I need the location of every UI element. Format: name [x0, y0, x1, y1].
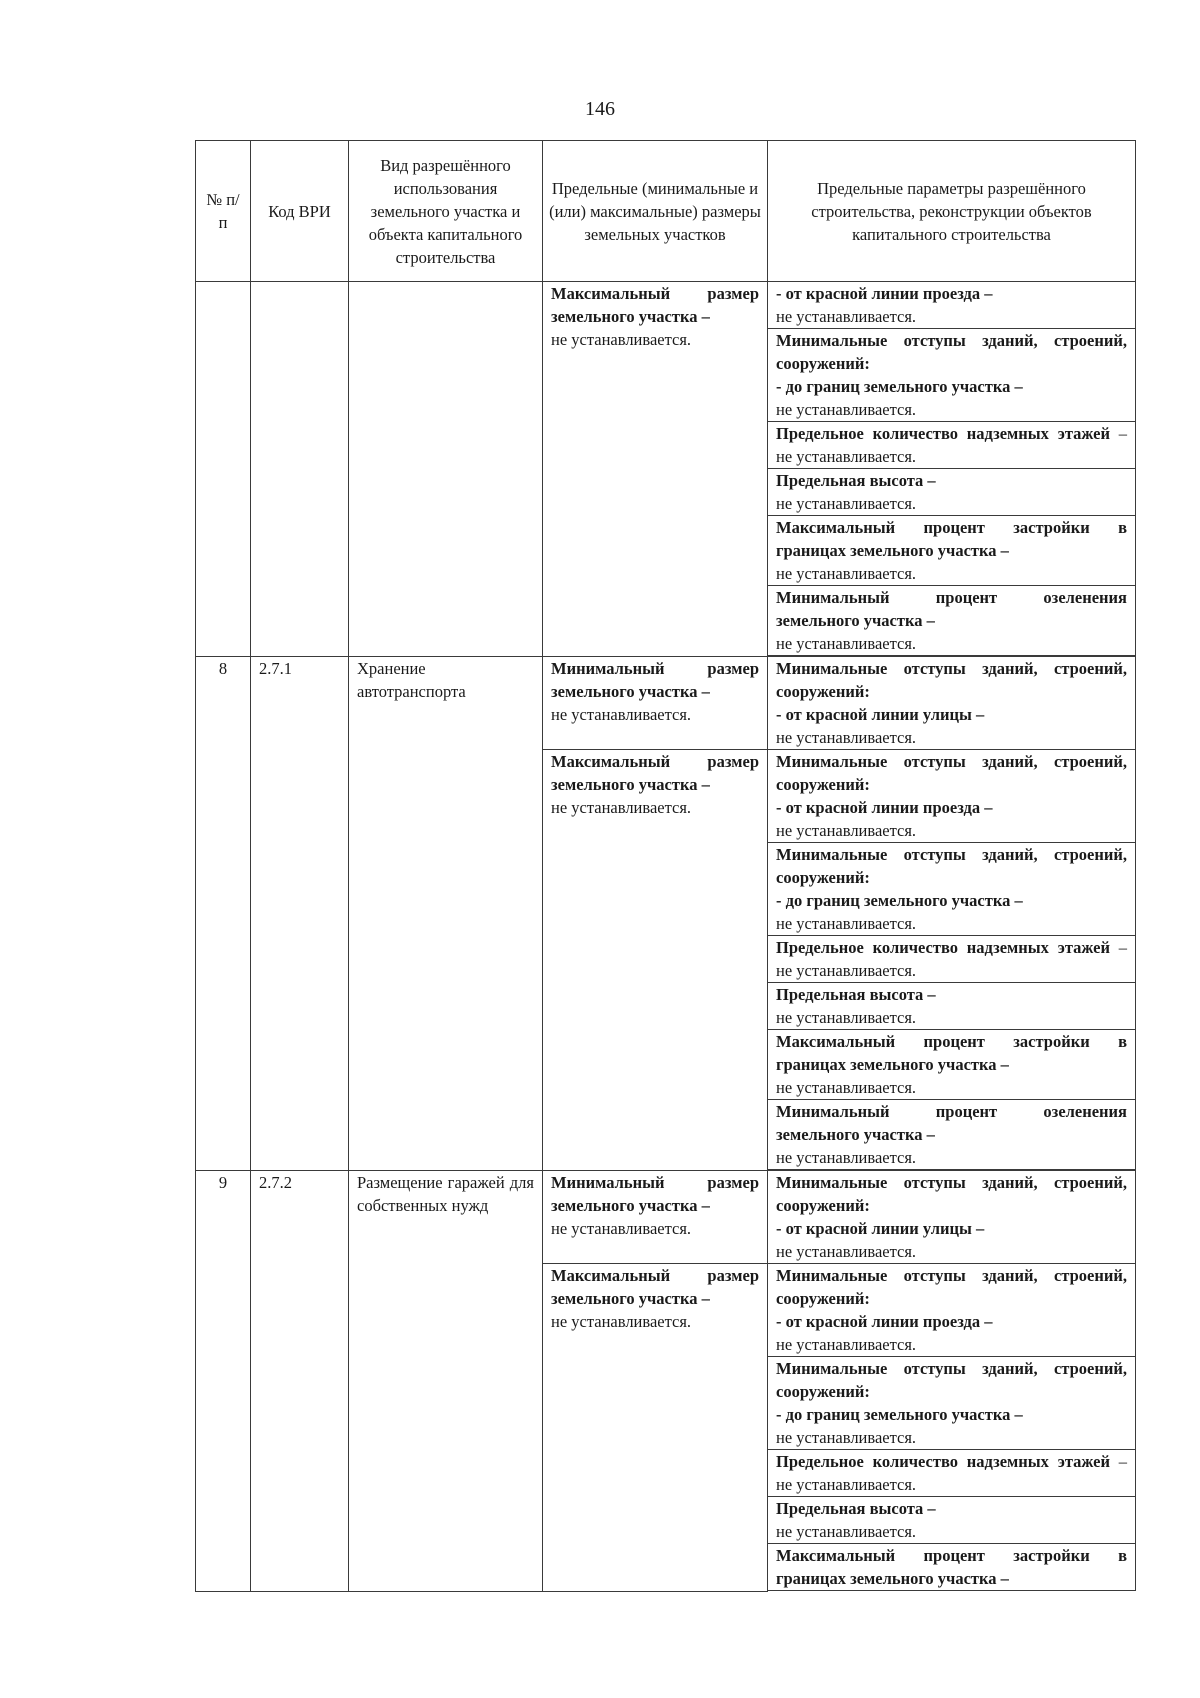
- regulations-table: [195, 140, 1136, 1592]
- param-from-passage: - от красной линии проезда – не устанавливается.: [768, 282, 1136, 329]
- max-size-cell: Максимальный размер земельного участка – не устанавливается.: [543, 1264, 768, 1592]
- param-indents-border: Минимальные отступы зданий, строений, сооружений: - до границ земельного участка – не устанавливается.: [768, 1357, 1136, 1450]
- param-height: Предельная высота – не устанавливается.: [768, 983, 1136, 1030]
- table-header-row: [196, 141, 1136, 282]
- row-vri-name: Размещение гаражей для собственных нужд: [349, 1171, 543, 1592]
- row-num: 8: [196, 657, 251, 1171]
- param-indents-passage: Минимальные отступы зданий, строений, сооружений: - от красной линии проезда – не устанавливается.: [768, 750, 1136, 843]
- param-height: Предельная высота – не устанавливается.: [768, 1497, 1136, 1544]
- param-greening: Минимальный процент озеленения земельного участка – не устанавливается.: [768, 1100, 1136, 1170]
- param-coverage: Максимальный процент застройки в границах земельного участка –: [768, 1544, 1136, 1591]
- page-number: 146: [585, 98, 615, 120]
- table-row: [196, 657, 1136, 750]
- header-vri: Вид разрешённого использования земельного участка и объекта капитального строительства: [349, 141, 543, 282]
- param-greening: Минимальный процент озеленения земельного участка – не устанавливается.: [768, 586, 1136, 656]
- row-code: 2.7.2: [251, 1171, 349, 1592]
- row-vri-name: Хранение автотранспорта: [349, 657, 543, 1171]
- param-coverage: Максимальный процент застройки в границах земельного участка – не устанавливается.: [768, 1030, 1136, 1100]
- row-num: [196, 282, 251, 657]
- param-indents-passage: Минимальные отступы зданий, строений, сооружений: - от красной линии проезда – не устанавливается.: [768, 1264, 1136, 1357]
- row-code: [251, 282, 349, 657]
- row-code: 2.7.1: [251, 657, 349, 1171]
- row-vri-name: [349, 282, 543, 657]
- param-indents-border: Минимальные отступы зданий, строений, сооружений: - до границ земельного участка – не устанавливается.: [768, 843, 1136, 936]
- param-floors: Предельное количество надземных этажей – не устанавливается.: [768, 1450, 1136, 1497]
- min-size-cell: Минимальный размер земельного участка – не устанавливается.: [543, 657, 768, 750]
- header-code: Код ВРИ: [251, 141, 349, 282]
- param-height: Предельная высота – не устанавливается.: [768, 469, 1136, 516]
- param-indents-street: Минимальные отступы зданий, строений, сооружений: - от красной линии улицы – не устанавливается.: [768, 657, 1136, 750]
- max-size-cell: Максимальный размер земельного участка – не устанавливается.: [543, 282, 768, 657]
- header-num: № п/п: [196, 141, 251, 282]
- row-num: 9: [196, 1171, 251, 1592]
- param-indents-street: Минимальные отступы зданий, строений, сооружений: - от красной линии улицы – не устанавливается.: [768, 1171, 1136, 1264]
- param-floors: Предельное количество надземных этажей – не устанавливается.: [768, 936, 1136, 983]
- header-params: Предельные параметры разрешённого строительства, реконструкции объектов капитального строительства: [768, 141, 1136, 282]
- param-indents-border: Минимальные отступы зданий, строений, сооружений: - до границ земельного участка – не устанавливается.: [768, 329, 1136, 422]
- header-sizes: Предельные (минимальные и (или) максимальные) размеры земельных участков: [543, 141, 768, 282]
- param-floors: Предельное количество надземных этажей – не устанавливается.: [768, 422, 1136, 469]
- max-size-cell: Максимальный размер земельного участка – не устанавливается.: [543, 750, 768, 1171]
- min-size-cell: Минимальный размер земельного участка – не устанавливается.: [543, 1171, 768, 1264]
- table-row: [196, 1171, 1136, 1264]
- param-coverage: Максимальный процент застройки в границах земельного участка – не устанавливается.: [768, 516, 1136, 586]
- table-row: [196, 282, 1136, 329]
